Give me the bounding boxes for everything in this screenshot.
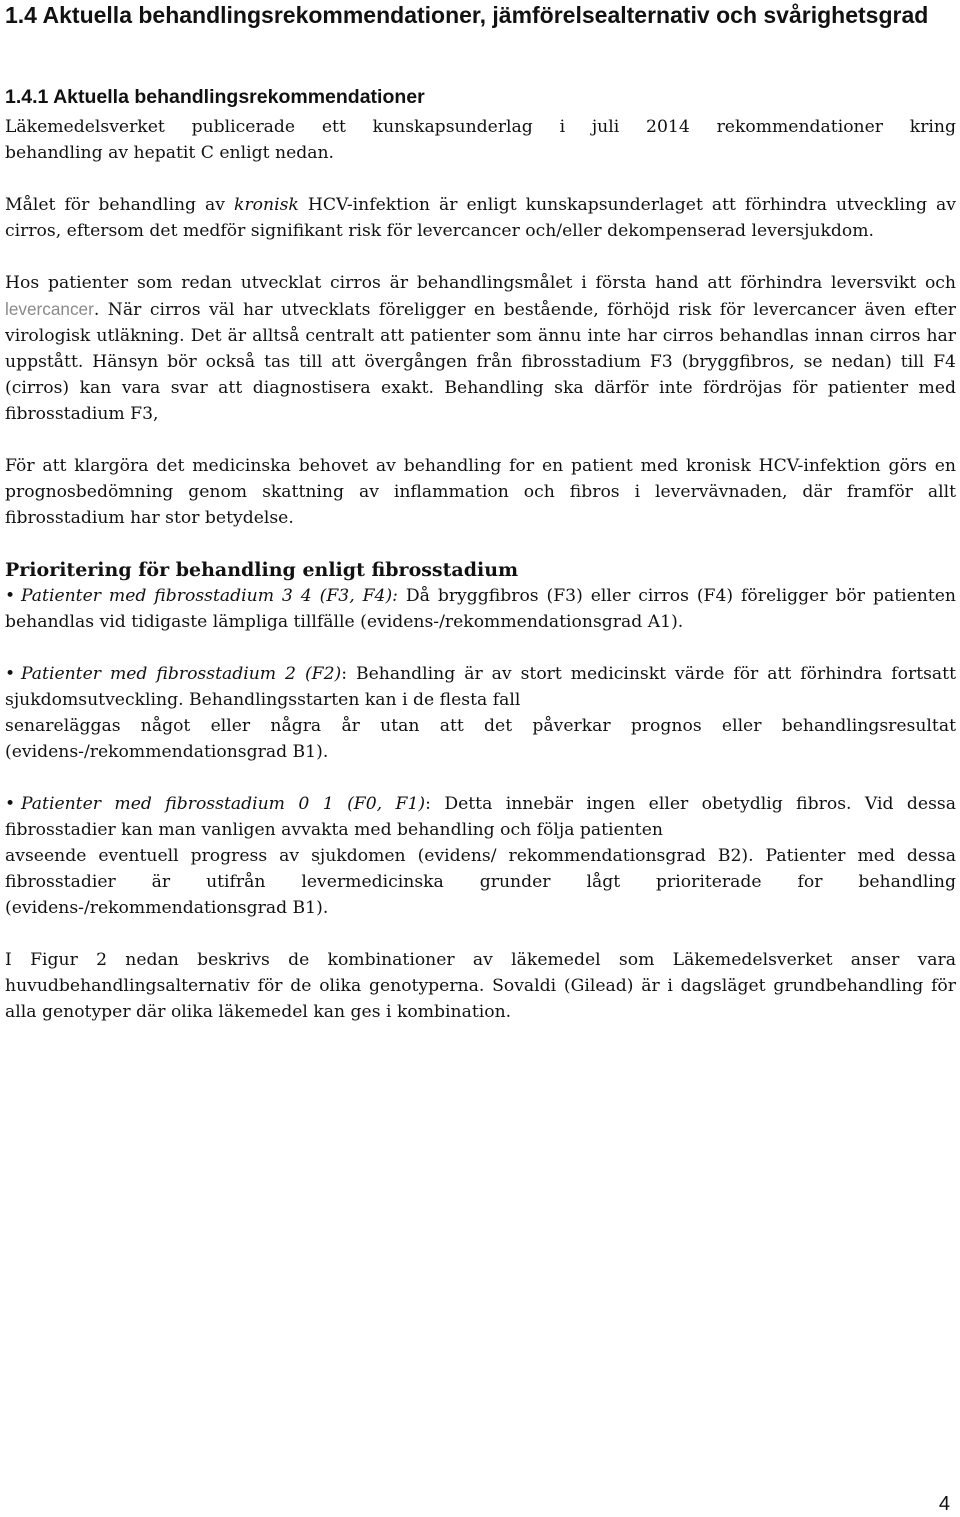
section-heading: 1.4 Aktuella behandlingsrekommendationer, jämförelsealternativ och svårighetsgrad — [5, 2, 929, 28]
bullet-f2-text: : Behandling är av stort medicinskt värde för att förhindra fortsatt sjukdomsutveckling. Behandlingsstarten kan i de flesta fall — [5, 664, 956, 710]
paragraph-figure-reference-text: I Figur 2 nedan beskrivs de kombinationer av läkemedel som Läkemedelsverket anser vara huvudbehandlingsalternativ för de olika genotyperna. Sovaldi (Gilead) är i dagsläget grundbehandling för alla genotyper där olika läkemedel kan ges i kombination. — [5, 950, 956, 1022]
bullet-icon: • — [5, 586, 16, 606]
subsection-heading: 1.4.1 Aktuella behandlingsrekommendationer — [5, 86, 425, 108]
bullet-f3-f4 — [5, 583, 956, 635]
bullet-icon: • — [5, 794, 16, 814]
paragraph-goal-emphasis: kronisk — [234, 195, 299, 215]
bullet-f2-label: Patienter med fibrosstadium 2 (F2) — [21, 664, 342, 684]
paragraph-cirrhosis — [5, 270, 956, 427]
paragraph-cirrhosis-start: Hos patienter som redan utvecklat cirros är behandlingsmålet i första hand att förhindra leversvikt och — [5, 273, 956, 293]
bullet-f0-f1-continued — [5, 843, 956, 921]
paragraph-cirrhosis-link: levercancer — [5, 299, 94, 319]
bullet-f0-f1-text-continued: avseende eventuell progress av sjukdomen (evidens/ rekommendationsgrad B2). Patienter med dessa fibrosstadier är utifrån levermedicinska grunder lågt prioriterade for behandling (evidens-/rekommendationsgrad B1). — [5, 846, 956, 918]
paragraph-intro-line1: Läkemedelsverket publicerade ett kunskapsunderlag i juli 2014 rekommendationer kring — [5, 117, 956, 137]
paragraph-intro-line2-wrap — [5, 140, 956, 166]
paragraph-goal-end: HCV-infektion är enligt kunskapsunderlaget att förhindra utveckling av cirros, eftersom det medför signifikant risk för levercancer och/eller dekompenserad leversjukdom. — [5, 195, 956, 241]
bullet-f0-f1 — [5, 791, 956, 843]
paragraph-prognosis-text: För att klargöra det medicinska behovet av behandling for en patient med kronisk HCV-infektion görs en prognosbedömning genom skattning av inflammation och fibros i levervävnaden, där framför allt fibrosstadium har stor betydelse. — [5, 456, 956, 528]
paragraph-goal — [5, 192, 956, 244]
bullet-f2-text-continued: senareläggas något eller några år utan att det påverkar prognos eller behandlingsresultat (evidens-/rekommendationsgrad B1). — [5, 716, 956, 762]
paragraph-intro-line2: behandling av hepatit C enligt nedan. — [5, 143, 335, 163]
paragraph-goal-start: Målet för behandling av — [5, 195, 235, 215]
bullet-f0-f1-text: : Detta innebär ingen eller obetydlig fibros. Vid dessa fibrosstadier kan man vanligen avvakta med behandling och följa patienten — [5, 794, 956, 840]
bullet-icon: • — [5, 664, 16, 684]
bullet-f2 — [5, 661, 956, 713]
bullet-f3-f4-text: Då bryggfibros (F3) eller cirros (F4) föreligger bör patienten behandlas vid tidigaste lämpliga tillfälle (evidens-/rekommendationsgrad A1). — [5, 586, 956, 632]
priority-heading: Prioritering för behandling enligt fibrosstadium — [5, 559, 519, 581]
page-number: 4 — [938, 1493, 950, 1515]
document-page — [5, 0, 956, 1517]
body-text — [5, 114, 956, 1025]
paragraph-cirrhosis-end: . När cirros väl har utvecklats föreligger en bestående, förhöjd risk för levercancer även efter virologisk utläkning. Det är alltså centralt att patienter som ännu inte har cirros behandlas innan cirros har uppstått. Hänsyn bör också tas till att övergången från fibrosstadium F3 (bryggfibros, se nedan) till F4 (cirros) kan vara svar att diagnostisera exakt. Behandling ska därför inte fördröjas för patienter med fibrosstadium F3, — [5, 300, 956, 424]
bullet-f0-f1-label: Patienter med fibrosstadium 0 1 (F0, F1) — [21, 794, 426, 814]
paragraph-figure-reference — [5, 947, 956, 1025]
bullet-f2-continued — [5, 713, 956, 765]
bullet-f3-f4-label: Patienter med fibrosstadium 3 4 (F3, F4): — [21, 586, 398, 606]
paragraph-intro — [5, 114, 956, 140]
paragraph-prognosis — [5, 453, 956, 531]
